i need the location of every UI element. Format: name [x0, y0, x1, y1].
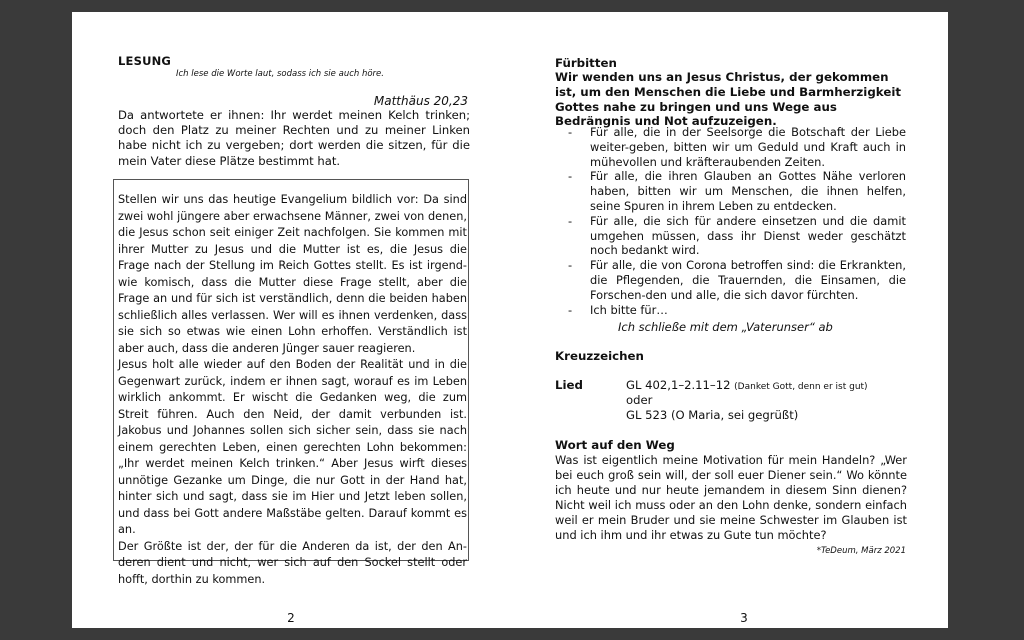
- document-spread: [72, 12, 948, 628]
- closing-line: Ich schließe mit dem „Vaterunser“ ab: [618, 320, 833, 334]
- petition-list: [568, 125, 906, 317]
- list-item: [568, 169, 906, 213]
- page-number: 3: [740, 611, 748, 625]
- dash-marker: -: [568, 258, 573, 273]
- hymn-option-2: GL 523 (O Maria, sei gegrüßt): [626, 408, 799, 422]
- dash-marker: -: [568, 125, 573, 139]
- fuerbitten-heading: Fürbitten: [555, 56, 617, 70]
- petition-text: Für alle, die in der Seelsorge die Botschaft der Liebe weiter-geben, bitten wir um Geduld und Kraft auch in mühevollen und kräfteraubenden Zeiten.: [590, 125, 906, 169]
- page-number: 2: [287, 611, 295, 625]
- petition-text: Ich bitte für…: [590, 302, 668, 317]
- wort-text: Was ist eigentlich meine Motivation für mein Handeln? „Wer bei euch groß sein will, der soll euer Diener sein.“ Wo könnte ich heute und nur heute jemandem in diesem Sinn dienen? Nicht weil ich muss oder an den Lohn denke, sondern einfach weil er mein Bruder und sie meine Schwester im Glauben ist und ich ihm und ihr etwas zu Gute tun möchte?: [555, 453, 907, 542]
- reflection-text: [118, 192, 467, 588]
- dash-marker: -: [568, 213, 573, 228]
- wort-heading: Wort auf den Weg: [555, 438, 675, 452]
- reflection-paragraph: Der Größte ist der, der für die Anderen da ist, der den An-deren dient und nicht, wer sich auf den Sockel stellt oder hofft, dorthin zu kommen.: [118, 539, 467, 586]
- lesung-subtitle: Ich lese die Worte laut, sodass ich sie auch höre.: [176, 69, 384, 79]
- kreuzzeichen-heading: Kreuzzeichen: [555, 349, 644, 363]
- source-credit: *TeDeum, März 2021: [816, 546, 906, 556]
- page-right: [510, 12, 948, 628]
- list-item: [568, 258, 906, 302]
- petition-text: Für alle, die ihren Glauben an Gottes Nähe verloren haben, bitten wir um Menschen, die ihnen helfen, seine Spuren in ihrem Leben zu entdecken.: [590, 169, 906, 213]
- hymn-title: (Danket Gott, denn er ist gut): [734, 382, 868, 392]
- lesung-heading: LESUNG: [118, 54, 172, 68]
- list-item: [568, 303, 906, 318]
- reading-text: Da antwortete er ihnen: Ihr werdet meinen Kelch trinken; doch den Platz zu meiner Rechten und zu meiner Linken habe nicht ich zu vergeben; dort werden die sitzen, für die mein Vater diese Plätze bestimmt hat.: [118, 108, 470, 168]
- page-left: [72, 12, 510, 628]
- bible-reference: Matthäus 20,23: [373, 94, 468, 108]
- petition-text: Für alle, die von Corona betroffen sind: die Erkrankten, die Pflegenden, die Trauernden, die Einsamen, die Forschen-den und alle, die sich davor fürchten.: [590, 258, 906, 302]
- lied-heading: Lied: [555, 378, 584, 392]
- reflection-paragraph: Jesus holt alle wieder auf den Boden der Realität und in die Gegenwart zurück, indem er ihnen sagt, worauf es im Leben wirklich ankommt. Er wischt die Gedanken weg, die zum Streit führen. Auch den Neid, der damit verbunden ist. Jakobus und Johannes sollen sich sicher sein, dass sie nach einem gerechten Leben, einen gerechten Lohn bekommen: „Ihr werdet meinen Kelch trinken.“ Aber Jesus wirft dieses unnötige Gezanke um Dinge, die nur Gott in der Hand hat, hinter sich und sagt, dass sie im Hier und Jetzt leben sollen, und dass bei Gott andere Maßstäbe gelten. Darauf kommt es an.: [118, 358, 467, 536]
- dash-marker: -: [568, 169, 573, 184]
- fuerbitten-intro: Wir wenden uns an Jesus Christus, der gekommen ist, um den Menschen die Liebe und Barmherzigkeit Gottes nahe zu bringen und uns Wege aus Bedrängnis und Not aufzuzeigen.: [555, 70, 902, 129]
- dash-marker: -: [568, 302, 573, 317]
- hymn-option-1: [626, 378, 926, 392]
- list-item: [568, 125, 906, 169]
- petition-text: Für alle, die sich für andere einsetzen und die damit umgehen müssen, dass ihr Dienst weder geschätzt noch bedankt wird.: [590, 213, 906, 258]
- hymn-number: GL 402,1–2.11–12: [626, 378, 731, 392]
- list-item: [568, 214, 906, 258]
- hymn-or: oder: [626, 393, 653, 407]
- reflection-paragraph: Stellen wir uns das heutige Evangelium bildlich vor: Da sind zwei wohl jüngere aber erwachsene Männer, zwei von denen, die Jesus schon seit einiger Zeit nachfolgen. Sie kommen mit ihrer Mutter zu Jesus und die Mutter ist es, die Jesus die Frage nach der Stellung im Reich Gottes stellt. Es ist irgend-wie komisch, dass die Mutter diese Frage stellt, aber die Frage an und für sich ist verständlich, denn die beiden haben schließlich alles verlassen. Wer will es ihnen verdenken, dass sie sich so etwas wie einen Lohn erhoffen. Verständlich ist aber auch, dass die anderen Jünger sauer reagieren.: [118, 193, 467, 355]
- reflection-box: [113, 179, 469, 586]
